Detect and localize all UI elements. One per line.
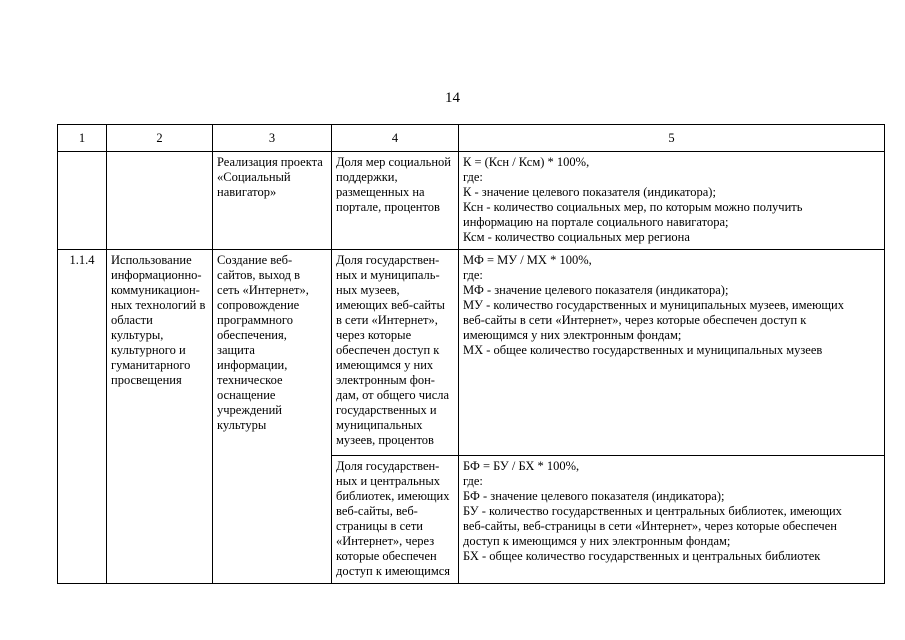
cell-text-line: в сети «Интернет», (336, 313, 438, 327)
row-number-cell: 1.1.4 (58, 250, 107, 584)
cell-text-line: техническое (217, 373, 283, 387)
cell-text-line: Доля мер социальной (336, 155, 451, 169)
cell-text-line: портале, процентов (336, 200, 440, 214)
cell-text-line: сеть «Интернет», (217, 283, 309, 297)
cell-text-line: библиотек, имеющих (336, 489, 450, 503)
activity-cell (107, 152, 213, 250)
cell-text-line: БФ - значение целевого показателя (индикатора); (463, 489, 725, 503)
cell-text-line: «Интернет», через (336, 534, 435, 548)
cell-text-line: сопровождение (217, 298, 300, 312)
header-row (58, 125, 885, 152)
table-row (58, 250, 885, 456)
cell-text-line: Доля государствен- (336, 459, 440, 473)
cell-text-line: БХ - общее количество государственных и центральных библиотек (463, 549, 821, 563)
cell-text-line: музеев, процентов (336, 433, 434, 447)
cell-text-line: Использование (111, 253, 192, 267)
indicator-cell (332, 456, 459, 584)
cell-text-line: области (111, 313, 153, 327)
cell-text-line: К - значение целевого показателя (индикатора); (463, 185, 716, 199)
header-cell-2: 2 (107, 125, 213, 152)
cell-text-line: дам, от общего числа (336, 388, 450, 402)
table-row (58, 152, 885, 250)
cell-text-line: К = (Ксн / Ксм) * 100%, (463, 155, 590, 169)
cell-text-line: учреждений (217, 403, 282, 417)
cell-text-line: программного (217, 313, 293, 327)
cell-text-line: Доля государствен- (336, 253, 440, 267)
cell-text-line: МФ - значение целевого показателя (индикатора); (463, 283, 729, 297)
cell-text-line: государственных и (336, 403, 437, 417)
cell-text-line: где: (463, 170, 483, 184)
cell-text-line: культуры (217, 418, 267, 432)
cell-text-line: веб-сайты, веб-страницы в сети «Интернет», через которые обеспечен (463, 519, 837, 533)
cell-text-line: гуманитарного (111, 358, 191, 372)
cell-text-line: доступ к имеющимся у них электронным фондам; (463, 534, 731, 548)
cell-text-line: навигатор» (217, 185, 277, 199)
indicator-cell (332, 152, 459, 250)
cell-text-line: Реализация проекта (217, 155, 323, 169)
cell-text-line: защита (217, 343, 255, 357)
indicator-table (57, 124, 885, 584)
cell-text-line: Ксн - количество социальных мер, по которым можно получить (463, 200, 803, 214)
cell-text-line: Ксм - количество социальных мер региона (463, 230, 690, 244)
cell-text-line: ных и центральных (336, 474, 441, 488)
cell-text-line: где: (463, 474, 483, 488)
cell-text-line: БУ - количество государственных и центральных библиотек, имеющих (463, 504, 842, 518)
cell-text-line: обеспечен доступ к (336, 343, 440, 357)
formula-cell (459, 456, 885, 584)
cell-text-line: культуры, (111, 328, 164, 342)
row-number-cell (58, 152, 107, 250)
cell-text-line: где: (463, 268, 483, 282)
cell-text-line: имеющих веб-сайты (336, 298, 445, 312)
cell-text-line: которые обеспечен (336, 549, 437, 563)
cell-text-line: Создание веб- (217, 253, 293, 267)
cell-text-line: сайтов, выход в (217, 268, 300, 282)
cell-text-line: ных музеев, (336, 283, 400, 297)
cell-text-line: электронным фон- (336, 373, 435, 387)
header-cell-3: 3 (213, 125, 332, 152)
cell-text-line: веб-сайты в сети «Интернет», через которые обеспечен доступ к (463, 313, 807, 327)
cell-text-line: обеспечения, (217, 328, 287, 342)
cell-text-line: «Социальный (217, 170, 291, 184)
cell-text-line: информационно- (111, 268, 202, 282)
cell-text-line: БФ = БУ / БХ * 100%, (463, 459, 580, 473)
header-cell-5: 5 (459, 125, 885, 152)
indicator-cell (332, 250, 459, 456)
page-number: 14 (445, 90, 460, 106)
cell-text-line: имеющимся у них электронным фондам; (463, 328, 682, 342)
cell-text-line: оснащение (217, 388, 276, 402)
cell-text-line: коммуникацион- (111, 283, 200, 297)
cell-text-line: через которые (336, 328, 412, 342)
cell-text-line: просвещения (111, 373, 182, 387)
formula-cell (459, 152, 885, 250)
header-cell-4: 4 (332, 125, 459, 152)
cell-text-line: доступ к имеющимся (336, 564, 451, 578)
formula-cell (459, 250, 885, 456)
cell-text-line: ных и муниципаль- (336, 268, 440, 282)
cell-text-line: МФ = МУ / МХ * 100%, (463, 253, 592, 267)
cell-text-line: поддержки, (336, 170, 398, 184)
header-cell-1: 1 (58, 125, 107, 152)
cell-text-line: веб-сайты, веб- (336, 504, 418, 518)
cell-text-line: имеющимся у них (336, 358, 434, 372)
event-cell (213, 250, 332, 584)
activity-cell (107, 250, 213, 584)
cell-text-line: ных технологий в (111, 298, 206, 312)
cell-text-line: муниципальных (336, 418, 423, 432)
cell-text-line: информации, (217, 358, 288, 372)
cell-text-line: размещенных на (336, 185, 425, 199)
cell-text-line: информацию на портале социального навигатора; (463, 215, 729, 229)
cell-text-line: страницы в сети (336, 519, 423, 533)
cell-text-line: культурного и (111, 343, 186, 357)
event-cell (213, 152, 332, 250)
cell-text-line: МХ - общее количество государственных и муниципальных музеев (463, 343, 823, 357)
cell-text-line: МУ - количество государственных и муниципальных музеев, имеющих (463, 298, 844, 312)
